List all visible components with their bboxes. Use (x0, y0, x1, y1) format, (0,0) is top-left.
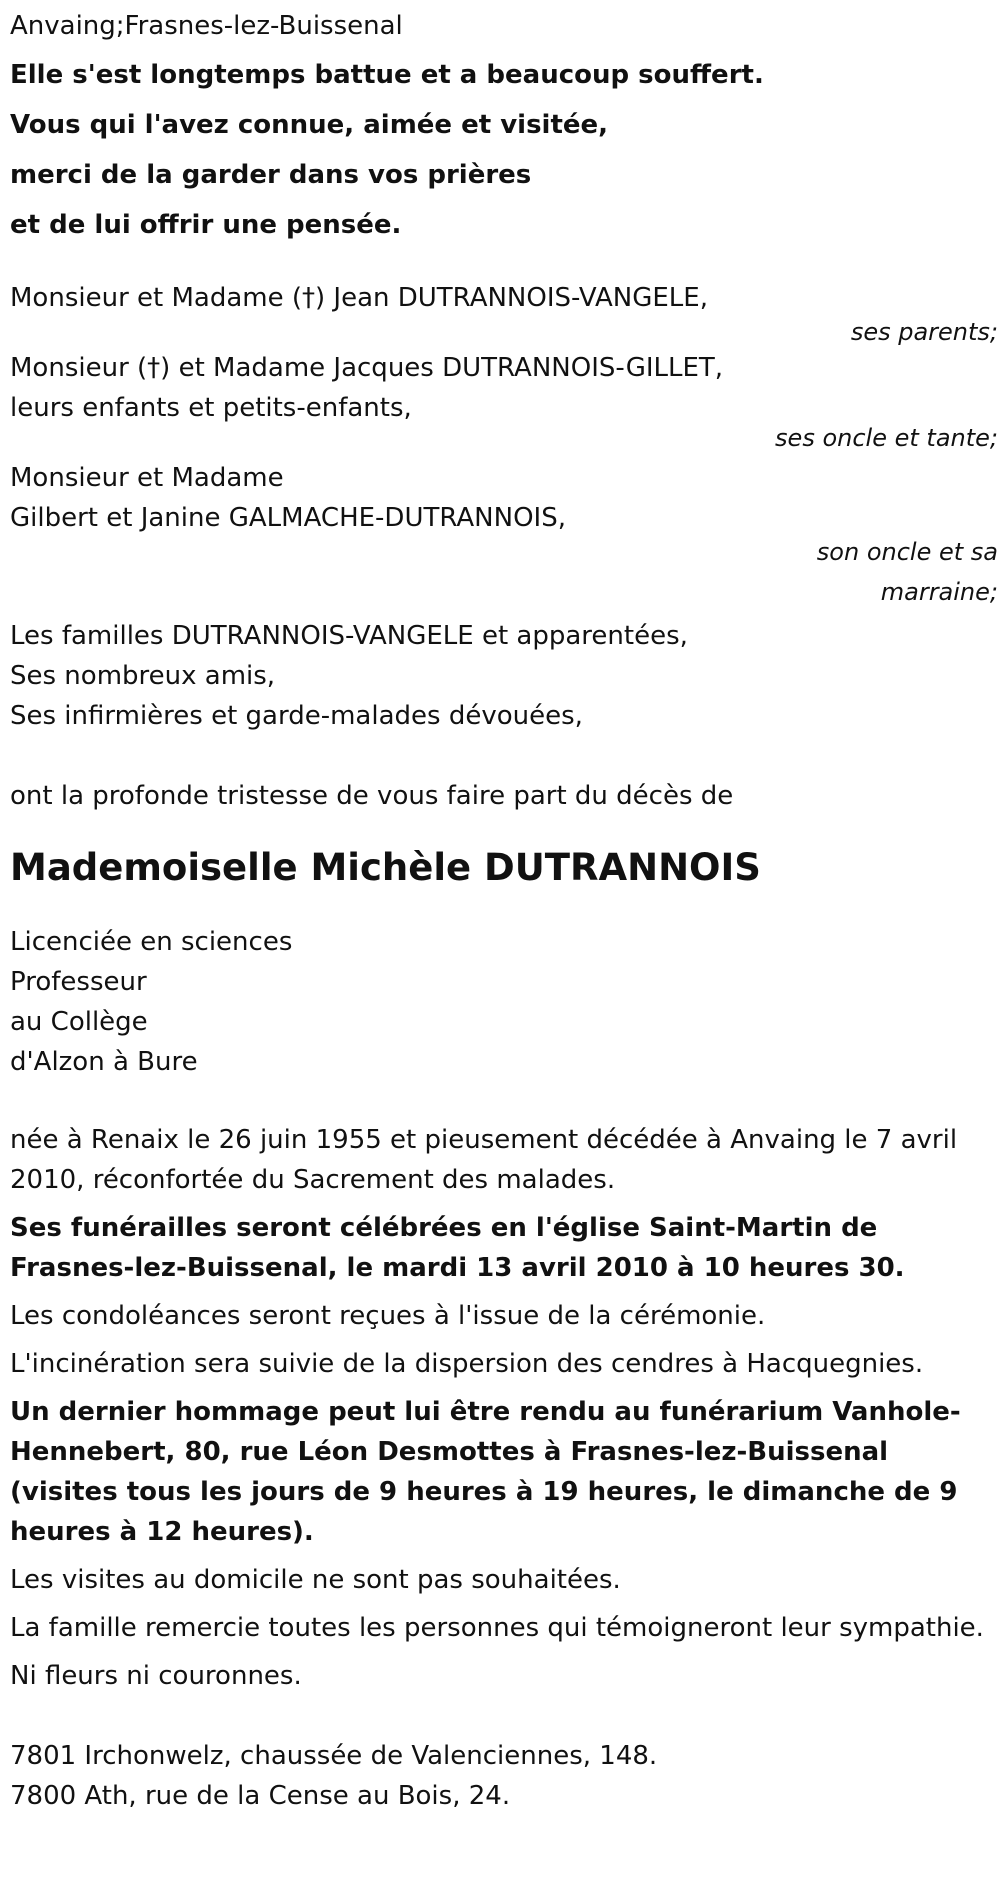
godmother-line: Monsieur et Madame (10, 463, 284, 493)
family-others (10, 616, 998, 736)
others-line: Les familles DUTRANNOIS-VANGELE et apparentées, (10, 621, 688, 651)
family-godmother (10, 458, 998, 612)
condolences-text: Les condoléances seront reçues à l'issue de la cérémonie. (10, 1301, 766, 1331)
thanks-text: La famille remercie toutes les personnes qui témoigneront leur sympathie. (10, 1613, 984, 1643)
uncle-line: Monsieur (†) et Madame Jacques DUTRANNOIS-GILLET, (10, 353, 724, 383)
title-line: Professeur (10, 967, 147, 997)
home-visits-text: Les visites au domicile ne sont pas souhaitées. (10, 1565, 621, 1595)
funeral-text: Ses funérailles seront célébrées en l'église Saint-Martin de Frasnes-lez-Buissenal, le mardi 13 avril 2010 à 10 heures 30. (10, 1213, 905, 1283)
title-line: d'Alzon à Bure (10, 1047, 198, 1077)
address-line: 7801 Irchonwelz, chaussée de Valenciennes, 148. (10, 1741, 658, 1771)
header-location: Anvaing;Frasnes-lez-Buissenal (10, 11, 403, 41)
uncle-line: leurs enfants et petits-enfants, (10, 393, 412, 423)
others-line: Ses nombreux amis, (10, 661, 276, 691)
parents-name: Monsieur et Madame (†) Jean DUTRANNOIS-VANGELE, (10, 283, 708, 313)
intro-line: merci de la garder dans vos prières (10, 160, 532, 190)
godmother-relation: marraine; (880, 578, 998, 606)
intro-line: Elle s'est longtemps battue et a beaucoup souffert. (10, 60, 764, 90)
deceased-name: Mademoiselle Michèle DUTRANNOIS (10, 846, 761, 889)
details (10, 1120, 998, 1696)
tribute-text: Un dernier hommage peut lui être rendu au funérarium Vanhole-Hennebert, 80, rue Léon Desmottes à Frasnes-lez-Buissenal (visites tous les jours de 9 heures à 19 heures, le dimanche de 9 heures à 12 heures). (10, 1397, 961, 1547)
addresses (10, 1736, 998, 1816)
flowers-text: Ni fleurs ni couronnes. (10, 1661, 302, 1691)
godmother-line: Gilbert et Janine GALMACHE-DUTRANNOIS, (10, 503, 566, 533)
birth-death-text: née à Renaix le 26 juin 1955 et pieusement décédée à Anvaing le 7 avril 2010, réconfortée du Sacrement des malades. (10, 1125, 958, 1195)
godmother-relation: son oncle et sa (816, 538, 998, 566)
family-parents (10, 278, 998, 352)
cremation-text: L'incinération sera suivie de la dispersion des cendres à Hacquegnies. (10, 1349, 924, 1379)
intro-line: et de lui offrir une pensée. (10, 210, 402, 240)
family-uncle (10, 348, 998, 458)
parents-relation: ses parents; (850, 318, 998, 346)
obituary-page (10, 6, 998, 1816)
title-line: Licenciée en sciences (10, 927, 293, 957)
title-line: au Collège (10, 1007, 148, 1037)
address-line: 7800 Ath, rue de la Cense au Bois, 24. (10, 1781, 511, 1811)
others-line: Ses infirmières et garde-malades dévouées, (10, 701, 583, 731)
intro-verse (10, 50, 998, 250)
uncle-relation: ses oncle et tante; (775, 424, 998, 452)
deceased-titles (10, 922, 998, 1082)
intro-line: Vous qui l'avez connue, aimée et visitée, (10, 110, 609, 140)
announcement: ont la profonde tristesse de vous faire part du décès de (10, 781, 734, 811)
